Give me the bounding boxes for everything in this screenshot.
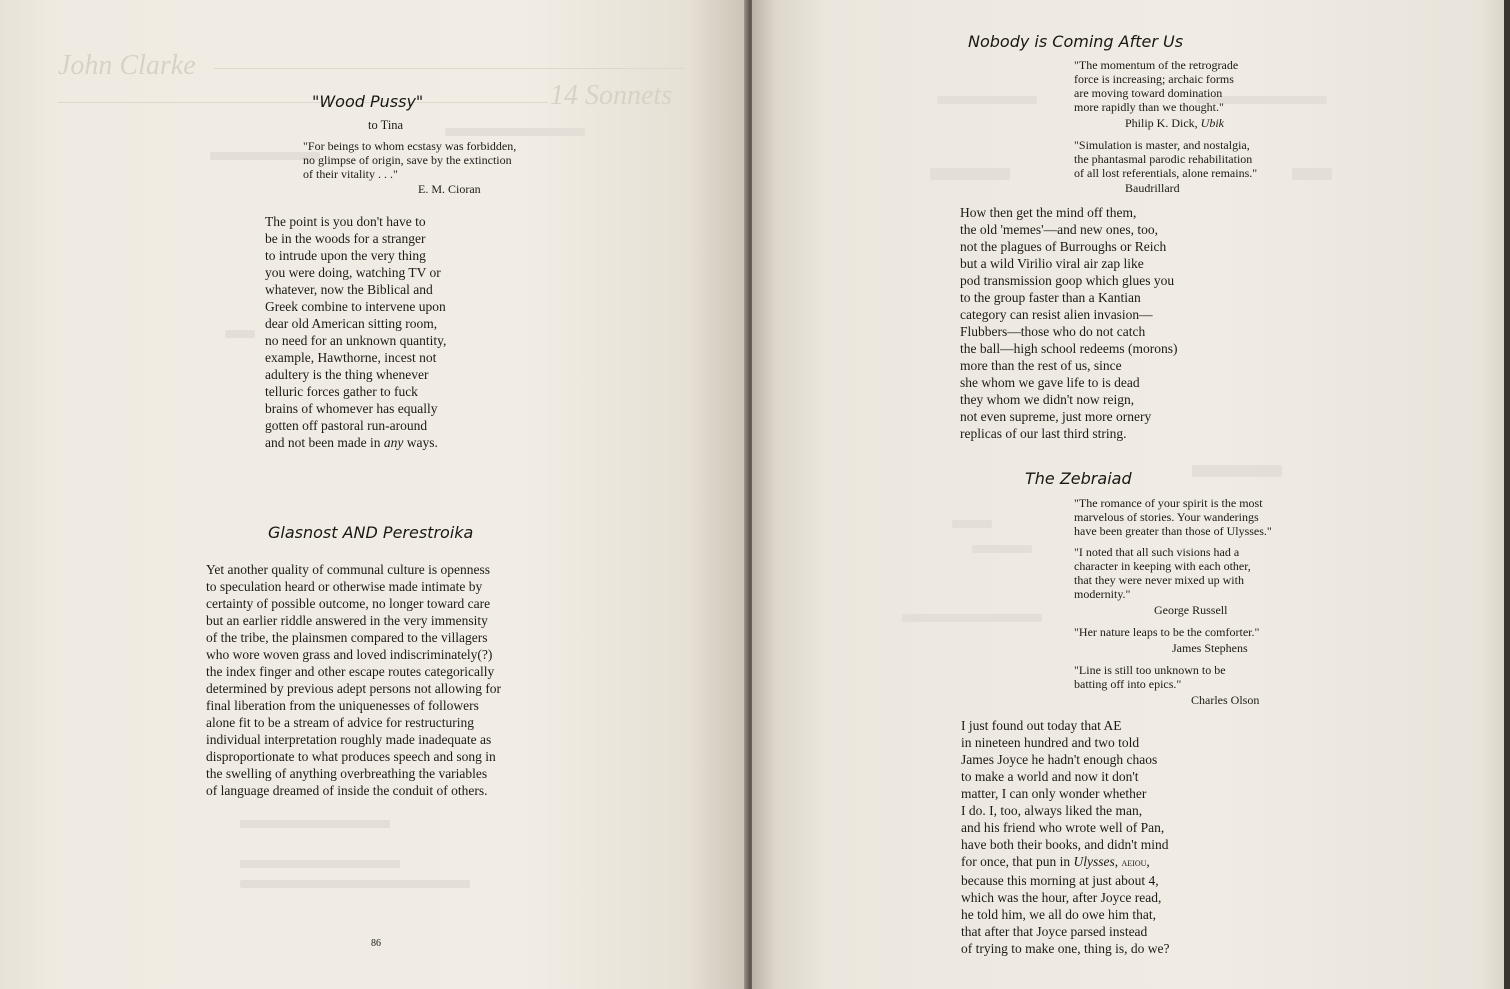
poem-line: he told him, we all do owe him that,	[961, 907, 1156, 922]
show-through-text	[972, 545, 1032, 553]
poem-line: Greek combine to intervene upon	[265, 299, 446, 314]
epigraph-line: "Simulation is master, and nostalgia,	[1074, 138, 1250, 152]
emphasis: Ulysses	[1073, 854, 1115, 869]
poem-line: to intrude upon the very thing	[265, 248, 426, 263]
poem-line: of trying to make one, thing is, do we?	[961, 941, 1170, 956]
epigraph-line: of all lost referentials, alone remains."	[1074, 166, 1258, 180]
epigraph-cioran	[303, 139, 516, 181]
poem-title-zebraiad: The Zebraiad	[1025, 469, 1132, 488]
epigraph-line: the phantasmal parodic rehabilitation	[1074, 152, 1253, 166]
epigraph-line: are moving toward domination	[1074, 86, 1223, 100]
page-edge	[1504, 0, 1510, 989]
poem-line: because this morning at just about 4,	[961, 873, 1159, 888]
poem-line: I just found out today that AE	[961, 718, 1122, 733]
epigraph-stephens	[1074, 625, 1259, 639]
poem-line: who wore woven grass and loved indiscriminately(?)	[206, 647, 493, 662]
show-through-text	[240, 820, 390, 828]
poem-line: of language dreamed of inside the conduit of others.	[206, 783, 488, 798]
small-caps: aeiou	[1121, 857, 1147, 869]
poem-body-wood-pussy	[265, 213, 446, 451]
show-through-text	[240, 880, 470, 888]
poem-line: determined by previous adept persons not allowing for	[206, 681, 502, 696]
poem-line: to make a world and now it don't	[961, 769, 1139, 784]
right-page	[752, 0, 1510, 989]
poem-line: matter, I can only wonder whether	[961, 786, 1147, 801]
poem-line: that after that Joyce parsed instead	[961, 924, 1148, 939]
epigraph-baudrillard	[1074, 138, 1257, 180]
poem-line: and his friend who wrote well of Pan,	[961, 820, 1165, 835]
poem-body-glasnost	[206, 561, 501, 799]
poem-line: How then get the mind off them,	[960, 205, 1137, 220]
poem-line: they whom we didn't now reign,	[960, 392, 1135, 407]
poem-line: individual interpretation roughly made inadequate as	[206, 732, 492, 747]
poem-line: the old 'memes'—and new ones, too,	[960, 222, 1158, 237]
epigraph-dick	[1074, 58, 1238, 114]
poem-line: she whom we gave life to is dead	[960, 375, 1140, 390]
poem-line: be in the woods for a stranger	[265, 231, 426, 246]
poem-line: Flubbers—those who do not catch	[960, 324, 1146, 339]
show-through-text	[225, 330, 255, 338]
epigraph-olson	[1074, 663, 1226, 691]
poem-line: gotten off pastoral run-around	[265, 418, 428, 433]
poem-line: but an earlier riddle answered in the very immensity	[206, 613, 488, 628]
poem-line: certainty of possible outcome, no longer toward care	[206, 596, 491, 611]
poem-line: brains of whomever has equally	[265, 401, 438, 416]
poem-line: of the tribe, the plainsmen compared to the villagers	[206, 630, 488, 645]
epigraph-line: batting off into epics."	[1074, 677, 1182, 691]
epigraph-line: marvelous of stories. Your wanderings	[1074, 510, 1259, 524]
epigraph-line: "Line is still too unknown to be	[1074, 663, 1226, 677]
show-through-text	[952, 520, 992, 528]
epigraph-russell-1	[1074, 496, 1272, 538]
poem-line: not even supreme, just more ornery	[960, 409, 1152, 424]
epigraph-attribution: Philip K. Dick, Ubik	[1125, 116, 1224, 130]
poem-line: I do. I, too, always liked the man,	[961, 803, 1143, 818]
epigraph-russell-2	[1074, 545, 1251, 601]
poem-line: The point is you don't have to	[265, 214, 426, 229]
poem-line: the index finger and other escape routes categorically	[206, 664, 495, 679]
epigraph-line: have been greater than those of Ulysses."	[1074, 524, 1272, 538]
page-number: 86	[371, 938, 381, 949]
poem-line: James Joyce he hadn't enough chaos	[961, 752, 1158, 767]
poem-title-nobody: Nobody is Coming After Us	[968, 32, 1184, 51]
show-through-text	[1292, 168, 1332, 180]
epigraph-line: "I noted that all such visions had a	[1074, 545, 1240, 559]
poem-line: have both their books, and didn't mind	[961, 837, 1169, 852]
poem-line: pod transmission goop which glues you	[960, 273, 1175, 288]
show-through-rule-2	[58, 102, 548, 103]
poem-line: dear old American sitting room,	[265, 316, 438, 331]
poem-line: you were doing, watching TV or	[265, 265, 441, 280]
poem-line: adultery is the thing whenever	[265, 367, 429, 382]
poem-line: telluric forces gather to fuck	[265, 384, 418, 399]
poem-line: the ball—high school redeems (morons)	[960, 341, 1178, 356]
poem-line: in nineteen hundred and two told	[961, 735, 1140, 750]
poem-body-zebraiad	[961, 717, 1169, 957]
epigraph-line: force is increasing; archaic forms	[1074, 72, 1234, 86]
epigraph-line: that they were never mixed up with	[1074, 573, 1244, 587]
epigraph-line: character in keeping with each other,	[1074, 559, 1251, 573]
show-through-text	[445, 128, 585, 136]
poem-line: to speculation heard or otherwise made intimate by	[206, 579, 483, 594]
poem-line: more than the rest of us, since	[960, 358, 1122, 373]
show-through-rule	[214, 68, 684, 69]
show-through-text	[902, 614, 1042, 622]
show-through-author: John Clarke	[58, 50, 196, 81]
epigraph-line: "The romance of your spirit is the most	[1074, 496, 1263, 510]
epigraph-line: of their vitality . . ."	[303, 167, 398, 181]
show-through-text	[240, 860, 400, 868]
poem-line: for once, that pun in Ulysses, aeiou,	[961, 854, 1150, 869]
poem-line: the swelling of anything overbreathing the variables	[206, 766, 488, 781]
show-through-subtitle: 14 Sonnets	[550, 80, 673, 111]
poem-body-nobody	[960, 204, 1177, 442]
show-through-text	[1192, 465, 1282, 477]
epigraph-line: "Her nature leaps to be the comforter."	[1074, 625, 1260, 639]
left-page	[0, 0, 748, 989]
epigraph-line: modernity."	[1074, 587, 1131, 601]
show-through-text	[937, 96, 1037, 104]
poem-line: which was the hour, after Joyce read,	[961, 890, 1162, 905]
poem-line: and not been made in any ways.	[265, 435, 438, 450]
epigraph-attribution: George Russell	[1154, 603, 1228, 617]
show-through-text	[930, 168, 1010, 180]
poem-line: Yet another quality of communal culture is openness	[206, 562, 490, 577]
poem-title-wood-pussy: "Wood Pussy"	[312, 92, 424, 111]
epigraph-line: "The momentum of the retrograde	[1074, 58, 1239, 72]
poem-line: whatever, now the Biblical and	[265, 282, 433, 297]
poem-line: not the plagues of Burroughs or Reich	[960, 239, 1167, 254]
poem-line: category can resist alien invasion—	[960, 307, 1153, 322]
poem-line: example, Hawthorne, incest not	[265, 350, 437, 365]
poem-line: to the group faster than a Kantian	[960, 290, 1141, 305]
poem-line: alone fit to be a stream of advice for restructuring	[206, 715, 475, 730]
poem-line: but a wild Virilio viral air zap like	[960, 256, 1144, 271]
poem-line: no need for an unknown quantity,	[265, 333, 447, 348]
epigraph-attribution: Baudrillard	[1125, 181, 1180, 195]
epigraph-attribution: E. M. Cioran	[418, 182, 481, 196]
poem-line: final liberation from the uniquenesses of followers	[206, 698, 479, 713]
emphasis: any	[383, 435, 404, 450]
epigraph-line: no glimpse of origin, save by the extinction	[303, 153, 512, 167]
emphasis: Ubik	[1200, 116, 1224, 130]
epigraph-attribution: Charles Olson	[1191, 693, 1260, 707]
poem-dedication: to Tina	[368, 118, 404, 132]
epigraph-line: "For beings to whom ecstasy was forbidden,	[303, 139, 517, 153]
poem-line: replicas of our last third string.	[960, 426, 1127, 441]
poem-title-glasnost: Glasnost AND Perestroika	[268, 523, 474, 542]
epigraph-line: more rapidly than we thought."	[1074, 100, 1224, 114]
epigraph-attribution: James Stephens	[1172, 641, 1248, 655]
poem-line: disproportionate to what produces speech and song in	[206, 749, 496, 764]
